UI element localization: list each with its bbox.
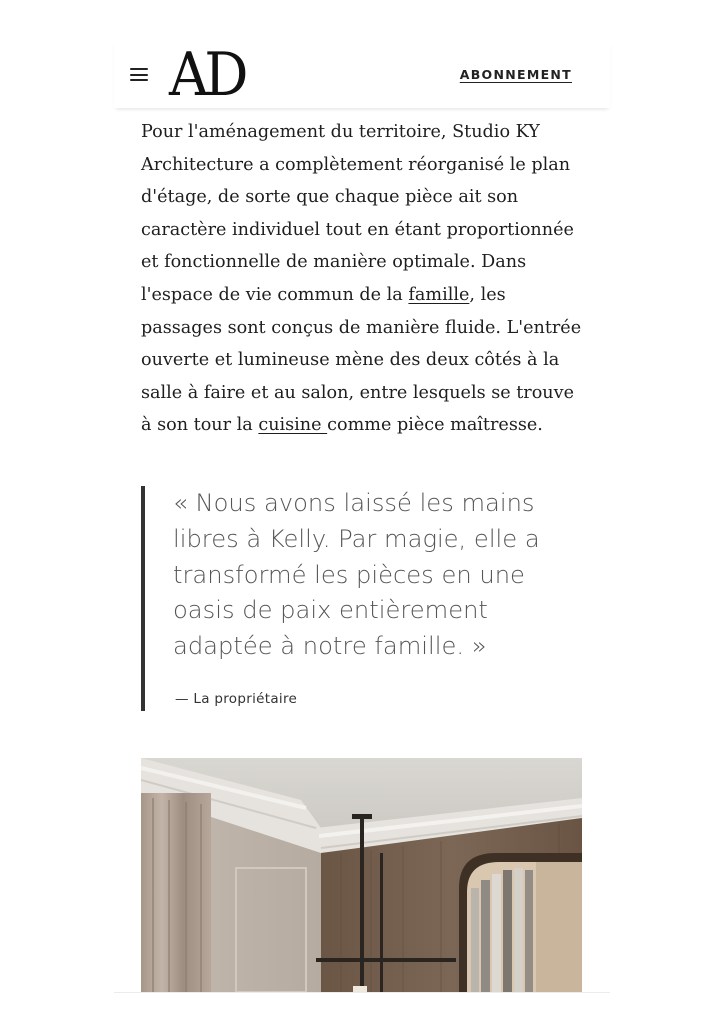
paragraph-text: comme pièce maîtresse.	[327, 415, 543, 436]
quote-attribution: — La propriétaire	[175, 691, 298, 707]
paragraph-text: Pour l'aménagement du territoire, Studio KY Architecture a complètement réorganisé le plan d'étage, de sorte que chaque pièce ait son caractère individuel tout en étant proportionnée et fonctionnelle de manière optimale. Dans l'espace de vie commun de la	[141, 122, 574, 305]
pull-quote	[141, 486, 586, 711]
subscribe-link[interactable]: ABONNEMENT	[459, 67, 572, 82]
site-logo[interactable]: AD	[169, 40, 244, 110]
divider	[114, 992, 610, 993]
article-paragraph	[141, 116, 586, 442]
hamburger-menu-icon[interactable]	[130, 68, 150, 82]
interior-photo	[141, 758, 582, 992]
site-header	[114, 40, 610, 108]
quote-text: « Nous avons laissé les mains libres à Kelly. Par magie, elle a transformé les pièces en une oasis de paix entièrement adaptée à notre famille. »	[173, 489, 540, 661]
famille-link[interactable]: famille	[408, 284, 470, 305]
paragraph-text: , les passages sont conçus de manière fluide. L'entrée ouverte et lumineuse mène des deux côtés à la salle à faire et au salon, entre lesquels se trouve à son tour la	[141, 284, 582, 436]
article-photo[interactable]	[141, 758, 582, 992]
cuisine-link[interactable]: cuisine	[258, 415, 328, 436]
